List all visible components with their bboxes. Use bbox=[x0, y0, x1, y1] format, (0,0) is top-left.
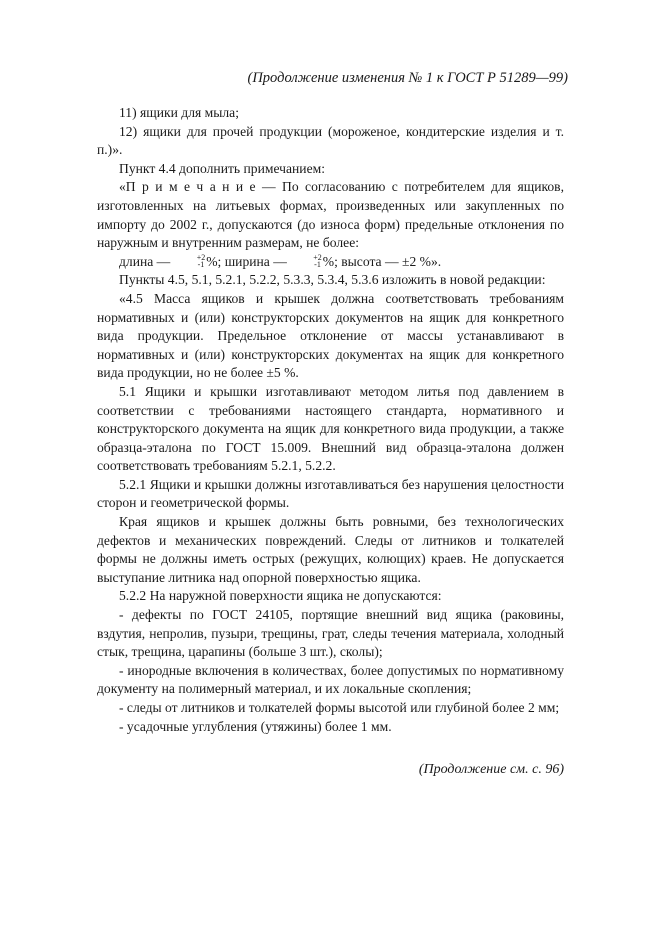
document-body bbox=[97, 104, 564, 736]
list-item-inclusions: - инородные включения в количествах, более допустимых по нормативному документу на полимерный материал, и их локальные скопления; bbox=[97, 662, 564, 697]
paragraph-4-5: «4.5 Масса ящиков и крышек должна соответствовать требованиям нормативных и (или) конструкторских документов на ящик для конкретного вида продукции. Предельное отклонение от массы устанавливают в нормативных и (или) конструкторских документах на ящик для конкретного вида продукции, но не более ±5 %. bbox=[97, 290, 564, 381]
paragraph-5-1: 5.1 Ящики и крышки изготавливают методом литья под давлением в соответствии с требованиями настоящего стандарта, нормативного и конструкторского документа на ящик для конкретного вида продукции, а также образца-эталона по ГОСТ 15.009. Внешний вид образца-эталона должен соответствовать требованиям 5.2.1, 5.2.2. bbox=[97, 383, 564, 474]
length-tolerance bbox=[175, 254, 206, 268]
paragraph-5-2-2: 5.2.2 На наружной поверхности ящика не допускаются: bbox=[119, 588, 442, 604]
length-label: длина — bbox=[119, 253, 171, 269]
width-rest: %; высота — ±2 %». bbox=[322, 253, 442, 269]
paragraph-amendment-4-4: Пункт 4.4 дополнить примечанием: bbox=[119, 160, 325, 176]
length-lower: -1 bbox=[197, 259, 205, 269]
list-item-defects: - дефекты по ГОСТ 24105, портящие внешний вид ящика (раковины, вздутия, непролив, пузыри, трещины, грат, следы течения материала, холодный стык, трещина, царапины (больше 3 шт.), сколы); bbox=[97, 607, 564, 660]
dimension-tolerances bbox=[97, 253, 564, 272]
page-footer: (Продолжение см. с. 96) bbox=[418, 762, 564, 777]
paragraph-5-2-1: 5.2.1 Ящики и крышки должны изготавливаться без нарушения целостности сторон и геометрической формы. bbox=[97, 476, 564, 511]
length-rest: %; ширина — bbox=[206, 253, 287, 269]
width-upper: +2 bbox=[313, 252, 322, 262]
paragraph-new-edition: Пункты 4.5, 5.1, 5.2.1, 5.2.2, 5.3.3, 5.3.4, 5.3.6 изложить в новой редакции: bbox=[119, 272, 546, 288]
paragraph-item-12: 12) ящики для прочей продукции (мороженое, кондитерские изделия и т. п.)». bbox=[97, 123, 564, 158]
length-upper: +2 bbox=[196, 252, 206, 262]
width-lower: -1 bbox=[314, 259, 321, 269]
list-item-traces: - следы от литников и толкателей формы высотой или глубиной более 2 мм; bbox=[119, 700, 560, 715]
paragraph-item-11: 11) ящики для мыла; bbox=[119, 105, 239, 120]
width-tolerance bbox=[291, 254, 322, 268]
paragraph-note: «П р и м е ч а н и е — По согласованию с потребителем для ящиков, изготовленных на литьевых формах, произведенных или закупленных по импорту до 2002 г., допускаются (до износа форм) предельные отклонения по наружным и внутренним размерам, не более: bbox=[97, 179, 564, 251]
list-item-shrinkage: - усадочные углубления (утяжины) более 1 мм. bbox=[119, 718, 392, 734]
page-header: (Продолжение изменения № 1 к ГОСТ Р 51289—99) bbox=[247, 70, 568, 86]
paragraph-edges: Края ящиков и крышек должны быть ровными, без технологических дефектов и механических повреждений. Следы от литников и толкателей формы не должны иметь острых (режущих, колющих) краев. Не допускается выступание литника над опорной поверхностью ящика. bbox=[97, 514, 564, 585]
